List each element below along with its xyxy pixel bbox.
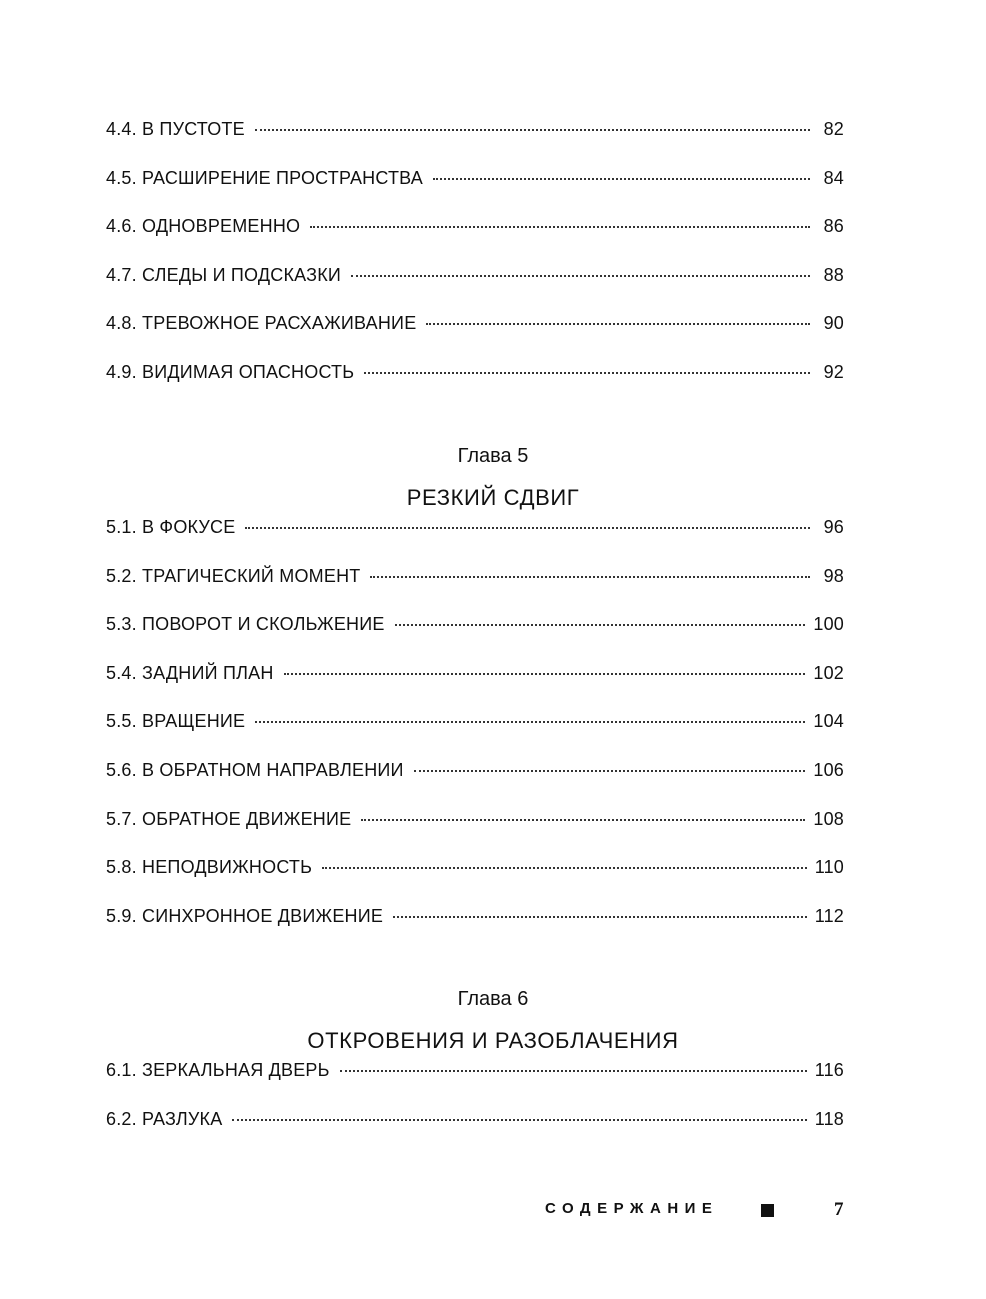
dot-leader — [370, 576, 810, 578]
running-footer-section: СОДЕРЖАНИЕ — [545, 1200, 719, 1217]
square-bullet-icon — [761, 1204, 774, 1217]
chapter-5-title: РЕЗКИЙ СДВИГ — [406, 485, 580, 510]
toc-entry-page: 82 — [823, 119, 844, 139]
toc-entry[interactable] — [106, 313, 844, 362]
toc-entry[interactable] — [106, 809, 844, 858]
toc-entry-label: 6.1. ЗЕРКАЛЬНАЯ ДВЕРЬ — [106, 1060, 330, 1080]
dot-leader — [255, 721, 805, 723]
toc-entry-page: 96 — [823, 517, 844, 537]
toc-entry[interactable] — [106, 663, 844, 712]
toc-entry-page: 104 — [813, 711, 844, 732]
dot-leader — [232, 1119, 806, 1121]
toc-entry[interactable] — [106, 265, 844, 314]
dot-leader — [322, 867, 807, 869]
toc-entry-label: 5.9. СИНХРОННОЕ ДВИЖЕНИЕ — [106, 905, 384, 926]
toc-entry-page: 90 — [823, 313, 844, 334]
toc-entry[interactable] — [106, 760, 844, 809]
toc-entry-page: 110 — [814, 857, 844, 878]
toc-entry-page: 98 — [823, 565, 844, 586]
toc-entry-page: 88 — [823, 264, 844, 285]
folio-page-number: 7 — [834, 1199, 844, 1220]
toc-chapter-4-entries — [106, 119, 844, 411]
toc-entry-label: 4.6. ОДНОВРЕМЕННО — [106, 216, 301, 237]
dot-leader — [395, 624, 806, 626]
toc-entry[interactable] — [106, 906, 844, 955]
toc-entry[interactable] — [106, 614, 844, 663]
toc-entry-label: 5.8. НЕПОДВИЖНОСТЬ — [106, 857, 313, 878]
toc-entry-page: 84 — [823, 167, 844, 188]
toc-entry[interactable] — [106, 168, 844, 217]
toc-entry-label: 4.9. ВИДИМАЯ ОПАСНОСТЬ — [106, 361, 355, 382]
toc-entry-label: 5.2. ТРАГИЧЕСКИЙ МОМЕНТ — [106, 565, 361, 586]
toc-entry[interactable] — [106, 1060, 844, 1109]
toc-entry-label: 4.8. ТРЕВОЖНОЕ РАСХАЖИВАНИЕ — [106, 313, 417, 334]
dot-leader — [414, 770, 806, 772]
dot-leader — [255, 129, 810, 131]
chapter-6-title: ОТКРОВЕНИЯ И РАЗОБЛАЧЕНИЯ — [307, 1028, 679, 1053]
toc-chapter-6-entries — [106, 1060, 844, 1157]
dot-leader — [310, 226, 810, 228]
toc-entry[interactable] — [106, 1109, 844, 1158]
toc-entry-label: 5.1. В ФОКУСЕ — [106, 517, 236, 537]
dot-leader — [426, 323, 810, 325]
toc-entry-page: 102 — [813, 662, 844, 683]
toc-entry-label: 5.4. ЗАДНИЙ ПЛАН — [106, 662, 274, 683]
toc-entry-page: 86 — [823, 216, 844, 237]
toc-entry-label: 5.5. ВРАЩЕНИЕ — [106, 711, 246, 732]
dot-leader — [361, 819, 805, 821]
toc-entry-label: 5.3. ПОВОРОТ И СКОЛЬЖЕНИЕ — [106, 614, 385, 635]
toc-entry-label: 4.7. СЛЕДЫ И ПОДСКАЗКИ — [106, 264, 342, 285]
toc-entry-label: 5.7. ОБРАТНОЕ ДВИЖЕНИЕ — [106, 808, 352, 829]
toc-entry[interactable] — [106, 119, 844, 168]
toc-entry[interactable] — [106, 711, 844, 760]
dot-leader — [340, 1070, 807, 1072]
chapter-5-label: Глава 5 — [457, 445, 529, 467]
toc-entry-page: 118 — [814, 1108, 844, 1129]
toc-entry[interactable] — [106, 857, 844, 906]
dot-leader — [351, 275, 810, 277]
toc-entry-label: 4.5. РАСШИРЕНИЕ ПРОСТРАНСТВА — [106, 167, 423, 188]
dot-leader — [284, 673, 806, 675]
toc-entry[interactable] — [106, 216, 844, 265]
dot-leader — [245, 527, 810, 529]
dot-leader — [364, 372, 810, 374]
toc-entry-page: 106 — [813, 759, 844, 780]
toc-entry-page: 92 — [823, 361, 844, 382]
dot-leader — [433, 178, 810, 180]
toc-entry-page: 108 — [813, 808, 844, 829]
toc-entry-label: 6.2. РАЗЛУКА — [106, 1108, 223, 1129]
dot-leader — [393, 916, 807, 918]
toc-entry-page: 100 — [813, 614, 844, 635]
toc-chapter-5-entries — [106, 517, 844, 954]
toc-entry[interactable] — [106, 517, 844, 566]
toc-entry-page: 116 — [814, 1060, 844, 1080]
toc-entry[interactable] — [106, 362, 844, 411]
toc-entry[interactable] — [106, 566, 844, 615]
chapter-6-label: Глава 6 — [457, 988, 529, 1010]
toc-entry-label: 5.6. В ОБРАТНОМ НАПРАВЛЕНИИ — [106, 759, 404, 780]
toc-entry-label: 4.4. В ПУСТОТЕ — [106, 119, 245, 139]
toc-entry-page: 112 — [814, 905, 844, 926]
